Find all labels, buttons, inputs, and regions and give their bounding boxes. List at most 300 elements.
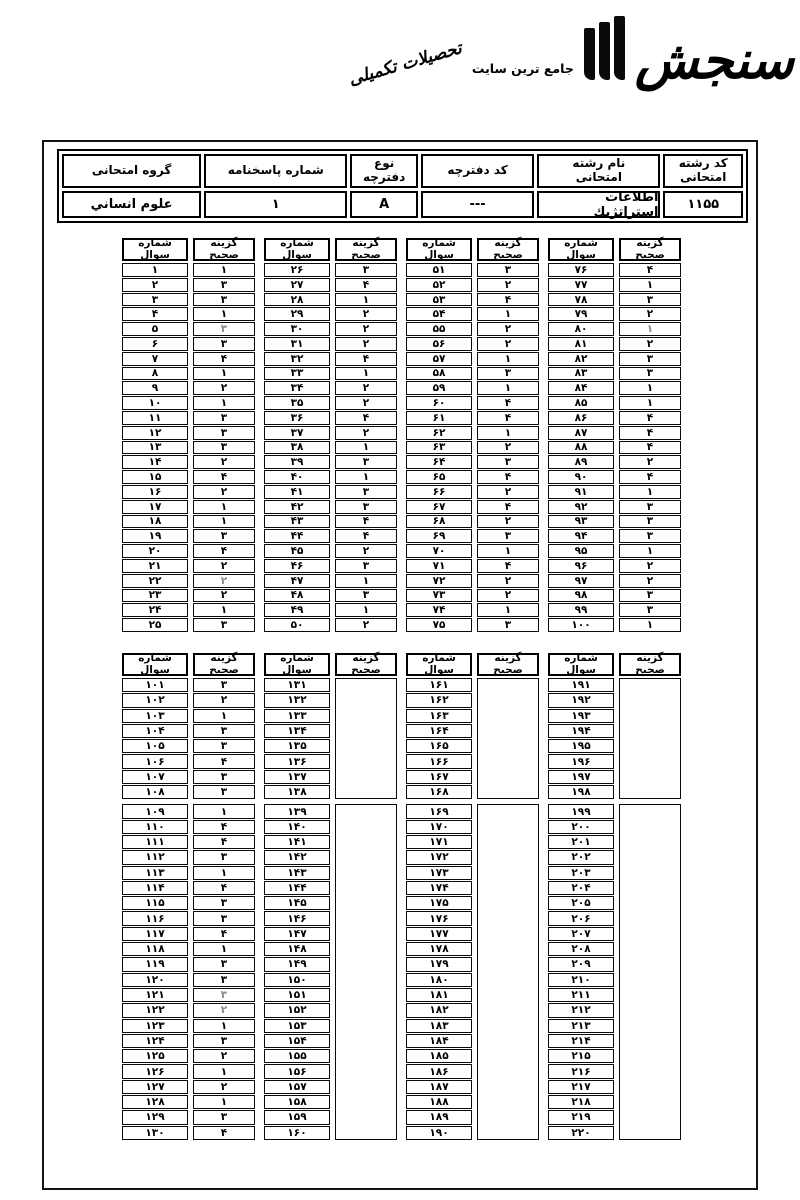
- answer-row-block: [193, 678, 255, 799]
- question-number-cell: ۶: [122, 337, 188, 351]
- question-number-cell: ۹۸: [548, 589, 614, 603]
- correct-option-header: [335, 653, 397, 676]
- answer-cell: ۴: [477, 293, 539, 307]
- question-number-header: [548, 653, 614, 676]
- question-number-cell: ۱۱۱: [122, 835, 188, 849]
- info-header-line: کد دفترچه: [447, 163, 508, 178]
- question-number-cell: ۱۱۲: [122, 850, 188, 864]
- question-number-cell: ۸۹: [548, 455, 614, 469]
- answer-cell: ۲: [477, 322, 539, 336]
- question-number-cell: ۶۶: [406, 485, 472, 499]
- question-number-cell: ۱۴: [122, 455, 188, 469]
- answer-cell: ۲: [335, 337, 397, 351]
- question-number-cell: ۴۷: [264, 574, 330, 588]
- correct-option-column: [335, 238, 397, 633]
- question-number-cell: ۱۹۱: [548, 678, 614, 692]
- answer-cell: ۴: [477, 411, 539, 425]
- question-number-cell: ۱۵۴: [264, 1034, 330, 1048]
- question-number-cell: ۱: [122, 263, 188, 277]
- logo-brand-text: سنجش: [634, 30, 794, 91]
- question-number-cell: ۱۲۷: [122, 1080, 188, 1094]
- question-number-cell: ۱۷۳: [406, 866, 472, 880]
- answer-cell: ۴: [335, 411, 397, 425]
- answer-cell: ۱: [335, 367, 397, 381]
- correct-option-column: [193, 653, 255, 1141]
- question-number-cell: ۱۲۹: [122, 1110, 188, 1124]
- question-number-column: [406, 653, 472, 1141]
- question-number-cell: ۱۴۲: [264, 850, 330, 864]
- answer-table-questions-101-220: [122, 653, 681, 1141]
- answer-cell: ۲: [477, 485, 539, 499]
- answer-cell: ۴: [193, 754, 255, 768]
- question-number-cell: ۱۸۰: [406, 973, 472, 987]
- question-number-cell: ۵۴: [406, 307, 472, 321]
- answer-cell: ۲: [193, 1080, 255, 1094]
- question-number-cell: ۱۵۵: [264, 1049, 330, 1063]
- question-number-cell: ۵۳: [406, 293, 472, 307]
- question-number-cell: ۲۰۴: [548, 881, 614, 895]
- question-number-cell: ۳۴: [264, 381, 330, 395]
- correct-option-column: [477, 653, 539, 1141]
- question-number-cell: ۹۶: [548, 559, 614, 573]
- answer-cell: ۴: [619, 411, 681, 425]
- question-number-cell: ۱۵۳: [264, 1019, 330, 1033]
- answer-cell: ۲: [619, 574, 681, 588]
- question-number-cell: ۲۰۸: [548, 942, 614, 956]
- answer-cell: ۱: [193, 1064, 255, 1078]
- question-answer-column-pair: [264, 238, 397, 633]
- question-number-cell: ۱۸۷: [406, 1080, 472, 1094]
- header-line: شماره: [138, 652, 172, 665]
- answer-cell: ۴: [335, 515, 397, 529]
- question-number-cell: ۱۶۱: [406, 678, 472, 692]
- question-number-cell: ۸۲: [548, 352, 614, 366]
- empty-answer-box: [619, 678, 681, 799]
- answer-cell: ۱: [619, 485, 681, 499]
- question-number-cell: ۸۷: [548, 426, 614, 440]
- answer-cell: ۱: [193, 1095, 255, 1109]
- info-header-line: شماره پاسخنامه: [227, 163, 324, 178]
- question-number-cell: ۷۱: [406, 559, 472, 573]
- header-line: شماره: [280, 652, 314, 665]
- answer-cell: ۴: [477, 500, 539, 514]
- question-number-cell: ۸۶: [548, 411, 614, 425]
- info-header-cell: [421, 154, 534, 188]
- question-number-cell: ۱۸۱: [406, 988, 472, 1002]
- answer-cell: ۲: [619, 559, 681, 573]
- question-number-cell: ۳۵: [264, 396, 330, 410]
- question-number-cell: ۱۷۱: [406, 835, 472, 849]
- question-number-cell: ۲۰۲: [548, 850, 614, 864]
- question-number-cell: ۲۱: [122, 559, 188, 573]
- question-number-cell: ۱۴۹: [264, 957, 330, 971]
- info-header-line: کد رشته: [678, 156, 728, 171]
- answer-cell: ۳: [619, 603, 681, 617]
- question-number-column: [122, 653, 188, 1141]
- answer-cell: ۳: [335, 500, 397, 514]
- question-number-cell: ۳۰: [264, 322, 330, 336]
- answer-cell: ۳: [477, 367, 539, 381]
- answer-cell: ۴: [335, 352, 397, 366]
- question-row-block: [406, 804, 472, 1140]
- question-number-cell: ۱۳۴: [264, 724, 330, 738]
- question-number-cell: ۱۰۲: [122, 693, 188, 707]
- answer-cell: ۱: [477, 544, 539, 558]
- question-number-cell: ۱۱۵: [122, 896, 188, 910]
- header-line: گزینه: [636, 237, 664, 250]
- question-answer-column-pair: [548, 238, 681, 633]
- question-number-cell: ۱۵۸: [264, 1095, 330, 1109]
- question-number-cell: ۳۹: [264, 455, 330, 469]
- header-line: صحیح: [209, 663, 239, 676]
- header-line: سوال: [140, 663, 170, 676]
- question-number-cell: ۱۱۸: [122, 942, 188, 956]
- question-number-cell: ۱۳: [122, 441, 188, 455]
- question-number-cell: ۴۲: [264, 500, 330, 514]
- question-number-cell: ۱۹۹: [548, 804, 614, 818]
- empty-answer-box: [335, 678, 397, 799]
- question-number-cell: ۱۴۸: [264, 942, 330, 956]
- answer-cell: ۴: [193, 352, 255, 366]
- question-number-cell: ۹۷: [548, 574, 614, 588]
- answer-cell: ۴: [619, 426, 681, 440]
- info-header-line: امتحانی: [575, 170, 622, 184]
- question-number-cell: ۱۰: [122, 396, 188, 410]
- question-number-cell: ۱۸۸: [406, 1095, 472, 1109]
- answer-cell: ۱: [193, 500, 255, 514]
- question-number-cell: ۹۴: [548, 529, 614, 543]
- answer-cell: ۱: [193, 367, 255, 381]
- question-row-block: [122, 263, 188, 632]
- question-number-cell: ۱۰۵: [122, 739, 188, 753]
- info-header-line: نام رشته: [572, 156, 626, 171]
- question-number-cell: ۱۷: [122, 500, 188, 514]
- answer-cell: ۴: [619, 441, 681, 455]
- info-column: [204, 154, 347, 218]
- info-header-cell: [663, 154, 743, 188]
- question-number-cell: ۱۱: [122, 411, 188, 425]
- question-number-cell: ۷۹: [548, 307, 614, 321]
- question-number-cell: ۱۸۴: [406, 1034, 472, 1048]
- question-number-cell: ۲۱۱: [548, 988, 614, 1002]
- answer-cell: ۳: [335, 559, 397, 573]
- question-number-cell: ۱۶۸: [406, 785, 472, 799]
- header-line: گزینه: [494, 652, 522, 665]
- question-number-cell: ۱۳۰: [122, 1126, 188, 1140]
- header-line: صحیح: [493, 248, 523, 261]
- question-number-cell: ۱۸: [122, 515, 188, 529]
- question-number-cell: ۱۰۶: [122, 754, 188, 768]
- question-answer-column-pair: [122, 238, 255, 633]
- question-number-cell: ۳۸: [264, 441, 330, 455]
- question-number-cell: ۴: [122, 307, 188, 321]
- question-number-cell: ۱۲: [122, 426, 188, 440]
- info-header-cell: [204, 154, 347, 188]
- question-number-cell: ۱۸۳: [406, 1019, 472, 1033]
- answer-cell: ۲: [335, 544, 397, 558]
- question-number-cell: ۱۹۶: [548, 754, 614, 768]
- answer-row-block: [477, 263, 539, 632]
- question-number-cell: ۷۰: [406, 544, 472, 558]
- correct-option-column: [193, 238, 255, 633]
- question-number-cell: ۱۰۴: [122, 724, 188, 738]
- question-number-cell: ۱۰۹: [122, 804, 188, 818]
- question-number-cell: ۹۲: [548, 500, 614, 514]
- answer-cell: ۳: [335, 589, 397, 603]
- answer-cell: ۱: [477, 352, 539, 366]
- answer-cell: ۳: [193, 529, 255, 543]
- header-line: صحیح: [493, 663, 523, 676]
- answer-cell: ۳: [193, 724, 255, 738]
- question-number-cell: ۴۱: [264, 485, 330, 499]
- answer-cell: ۳: [619, 352, 681, 366]
- answer-cell: ۴: [477, 396, 539, 410]
- answer-cell: ۲: [619, 307, 681, 321]
- question-number-cell: ۲۲۰: [548, 1126, 614, 1140]
- question-number-cell: ۱۳۶: [264, 754, 330, 768]
- question-number-cell: ۱۷۹: [406, 957, 472, 971]
- correct-option-column: [619, 238, 681, 633]
- question-answer-column-pair: [406, 653, 539, 1141]
- question-number-header: [122, 238, 188, 261]
- info-header-cell: [350, 154, 418, 188]
- answer-cell: ۲: [335, 381, 397, 395]
- answer-cell: ۳: [193, 618, 255, 632]
- question-number-cell: ۱۳۷: [264, 770, 330, 784]
- correct-option-header: [193, 238, 255, 261]
- answer-row-block: [335, 263, 397, 632]
- info-column: [62, 154, 201, 218]
- answer-cell: ۳: [193, 293, 255, 307]
- question-number-cell: ۲: [122, 278, 188, 292]
- answer-row-block: [619, 263, 681, 632]
- question-number-cell: ۱۱۶: [122, 911, 188, 925]
- answer-cell: ۲: [193, 574, 255, 588]
- question-number-cell: ۸۸: [548, 441, 614, 455]
- header-line: صحیح: [351, 663, 381, 676]
- answer-cell: ۳: [193, 739, 255, 753]
- question-number-cell: ۶۰: [406, 396, 472, 410]
- question-row-block: [406, 678, 472, 799]
- answer-cell: ۲: [477, 278, 539, 292]
- question-number-cell: ۱۸۲: [406, 1003, 472, 1017]
- answer-cell: ۲: [193, 1003, 255, 1017]
- question-number-cell: ۱۲۳: [122, 1019, 188, 1033]
- answer-cell: ۳: [193, 426, 255, 440]
- question-number-cell: ۲۳: [122, 589, 188, 603]
- question-number-cell: ۴۶: [264, 559, 330, 573]
- question-number-cell: ۲۱۶: [548, 1064, 614, 1078]
- answer-table-questions-1-100: [122, 238, 681, 633]
- question-number-cell: ۱۹۵: [548, 739, 614, 753]
- question-number-header: [122, 653, 188, 676]
- header-line: گزینه: [210, 237, 238, 250]
- question-number-cell: ۷: [122, 352, 188, 366]
- sanjesh-logo: [346, 16, 794, 91]
- question-number-cell: ۱۶۹: [406, 804, 472, 818]
- header-line: صحیح: [635, 248, 665, 261]
- question-number-cell: ۵۷: [406, 352, 472, 366]
- question-number-cell: ۱۵۹: [264, 1110, 330, 1124]
- question-number-cell: ۹۰: [548, 470, 614, 484]
- answer-cell: ۲: [193, 381, 255, 395]
- question-row-block: [406, 263, 472, 632]
- question-number-cell: ۱۷۲: [406, 850, 472, 864]
- answer-cell: ۴: [193, 835, 255, 849]
- answer-cell: ۱: [477, 307, 539, 321]
- header-line: سوال: [282, 248, 312, 261]
- logo-script-text: تحصیلات تکمیلی: [346, 38, 465, 90]
- question-number-cell: ۱۱۳: [122, 866, 188, 880]
- question-number-cell: ۲۹: [264, 307, 330, 321]
- answer-cell: ۴: [619, 470, 681, 484]
- question-number-cell: ۱۷۸: [406, 942, 472, 956]
- question-number-cell: ۸۰: [548, 322, 614, 336]
- question-number-cell: ۱۱۹: [122, 957, 188, 971]
- question-number-cell: ۶۲: [406, 426, 472, 440]
- answer-cell: ۱: [619, 381, 681, 395]
- info-value-cell: علوم انساني: [62, 191, 201, 218]
- correct-option-header: [193, 653, 255, 676]
- answer-cell: ۲: [619, 337, 681, 351]
- info-column: [421, 154, 534, 218]
- header-line: گزینه: [494, 237, 522, 250]
- answer-cell: ۲: [477, 589, 539, 603]
- question-number-cell: ۱۹۲: [548, 693, 614, 707]
- question-number-cell: ۲۰۹: [548, 957, 614, 971]
- info-value-cell: ---: [421, 191, 534, 218]
- header-line: شماره: [280, 237, 314, 250]
- question-number-cell: ۴۵: [264, 544, 330, 558]
- question-number-column: [406, 238, 472, 633]
- answer-cell: ۳: [619, 529, 681, 543]
- question-number-cell: ۱۳۳: [264, 709, 330, 723]
- empty-answer-box: [477, 678, 539, 799]
- answer-cell: ۳: [619, 293, 681, 307]
- answer-cell: ۱: [193, 263, 255, 277]
- answer-cell: ۱: [619, 322, 681, 336]
- question-number-cell: ۱۱۷: [122, 927, 188, 941]
- correct-option-column: [619, 653, 681, 1141]
- question-row-block: [122, 678, 188, 799]
- question-number-cell: ۲۰۶: [548, 911, 614, 925]
- question-number-cell: ۱۸۵: [406, 1049, 472, 1063]
- question-number-cell: ۱۹: [122, 529, 188, 543]
- question-number-cell: ۱۲۵: [122, 1049, 188, 1063]
- answer-cell: ۳: [619, 500, 681, 514]
- question-number-cell: ۶۱: [406, 411, 472, 425]
- question-number-cell: ۱۳۹: [264, 804, 330, 818]
- info-column: [537, 154, 660, 218]
- answer-cell: ۱: [619, 278, 681, 292]
- answer-cell: ۴: [193, 470, 255, 484]
- question-number-cell: ۱۰۷: [122, 770, 188, 784]
- answer-cell: ۲: [335, 618, 397, 632]
- question-number-cell: ۷۴: [406, 603, 472, 617]
- question-number-cell: ۱۲۶: [122, 1064, 188, 1078]
- header-line: سوال: [566, 248, 596, 261]
- empty-answer-box: [335, 804, 397, 1140]
- answer-cell: ۱: [619, 618, 681, 632]
- question-number-cell: ۱۵۰: [264, 973, 330, 987]
- header-line: گزینه: [352, 237, 380, 250]
- question-number-cell: ۴۹: [264, 603, 330, 617]
- question-number-column: [264, 653, 330, 1141]
- question-number-cell: ۱۹۸: [548, 785, 614, 799]
- correct-option-header: [477, 238, 539, 261]
- answer-cell: ۱: [193, 603, 255, 617]
- answer-cell: ۱: [193, 942, 255, 956]
- answer-cell: ۳: [193, 411, 255, 425]
- answer-cell: ۱: [193, 709, 255, 723]
- question-number-cell: ۱۷۶: [406, 911, 472, 925]
- question-number-cell: ۸: [122, 367, 188, 381]
- answer-cell: ۲: [193, 559, 255, 573]
- question-number-cell: ۵۹: [406, 381, 472, 395]
- question-number-column: [548, 238, 614, 633]
- correct-option-header: [335, 238, 397, 261]
- question-number-cell: ۱۴۵: [264, 896, 330, 910]
- question-number-cell: ۴۰: [264, 470, 330, 484]
- header-line: صحیح: [351, 248, 381, 261]
- question-number-cell: ۴۴: [264, 529, 330, 543]
- question-number-cell: ۷۵: [406, 618, 472, 632]
- answer-cell: ۱: [193, 515, 255, 529]
- question-number-cell: ۱۹۴: [548, 724, 614, 738]
- answer-cell: ۴: [335, 278, 397, 292]
- question-number-header: [406, 653, 472, 676]
- question-number-cell: ۶۸: [406, 515, 472, 529]
- answer-cell: ۲: [193, 693, 255, 707]
- answer-cell: ۲: [477, 337, 539, 351]
- correct-option-column: [335, 653, 397, 1141]
- question-number-cell: ۸۱: [548, 337, 614, 351]
- question-number-cell: ۹: [122, 381, 188, 395]
- question-number-cell: ۱۷۷: [406, 927, 472, 941]
- answer-cell: ۲: [335, 426, 397, 440]
- question-number-cell: ۷۲: [406, 574, 472, 588]
- answer-cell: ۲: [335, 307, 397, 321]
- question-number-cell: ۷۸: [548, 293, 614, 307]
- question-number-cell: ۱۶۶: [406, 754, 472, 768]
- answer-cell: ۳: [193, 973, 255, 987]
- question-row-block: [264, 804, 330, 1140]
- info-header-cell: [62, 154, 201, 188]
- question-number-header: [264, 238, 330, 261]
- question-number-cell: ۱۷۰: [406, 820, 472, 834]
- header-line: شماره: [422, 237, 456, 250]
- answer-cell: ۴: [193, 881, 255, 895]
- question-number-column: [264, 238, 330, 633]
- answer-cell: ۳: [477, 455, 539, 469]
- question-number-cell: ۲۰۷: [548, 927, 614, 941]
- question-number-cell: ۱۰۸: [122, 785, 188, 799]
- question-number-cell: ۳۶: [264, 411, 330, 425]
- answer-row-block: [193, 804, 255, 1140]
- question-number-cell: ۲۰۵: [548, 896, 614, 910]
- question-number-cell: ۲۱۲: [548, 1003, 614, 1017]
- question-number-cell: ۱۶۴: [406, 724, 472, 738]
- question-row-block: [548, 678, 614, 799]
- header-line: شماره: [564, 652, 598, 665]
- answer-cell: ۱: [335, 470, 397, 484]
- question-number-cell: ۱۶۰: [264, 1126, 330, 1140]
- answer-cell: ۱: [619, 544, 681, 558]
- answer-cell: ۳: [193, 322, 255, 336]
- question-number-cell: ۱۰۰: [548, 618, 614, 632]
- question-number-cell: ۱۳۲: [264, 693, 330, 707]
- question-number-cell: ۲۶: [264, 263, 330, 277]
